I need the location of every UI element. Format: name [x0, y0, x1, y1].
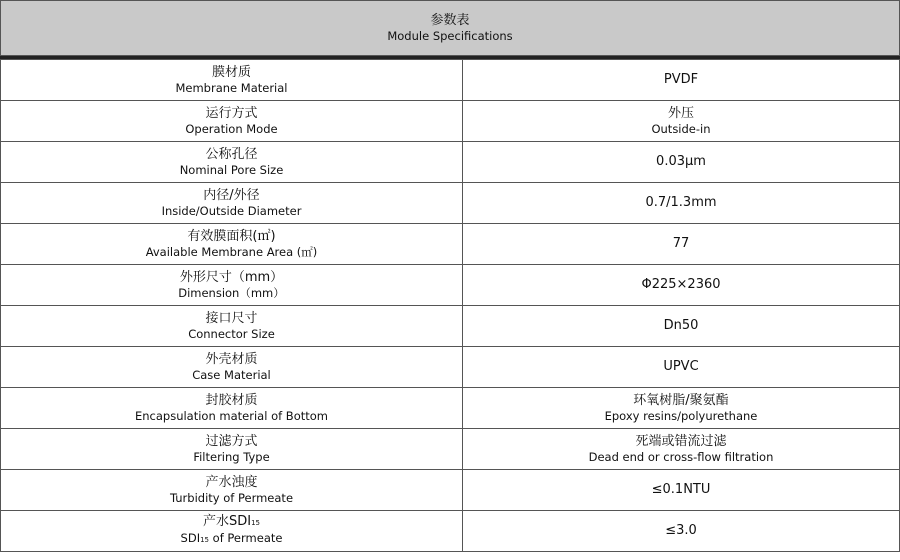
table-row [1, 142, 900, 183]
label-en: Available Membrane Area (㎡) [145, 244, 318, 259]
value: Φ225×2360 [641, 277, 721, 292]
label-zh-main: 产水SDI [202, 514, 252, 529]
value-en: Outside-in [651, 121, 711, 136]
label-cell [1, 511, 463, 552]
label-cell [1, 142, 463, 183]
label-en: Turbidity of Permeate [169, 490, 294, 505]
value-en: Dead end or cross-flow filtration [588, 449, 774, 464]
label-zh: 膜材质 [211, 64, 251, 80]
label-cell [1, 265, 463, 306]
value: 0.03μm [656, 154, 706, 169]
table-row [1, 470, 900, 511]
label-zh: 产水浊度 [205, 474, 258, 490]
label-cell [1, 183, 463, 224]
table-row [1, 224, 900, 265]
label-en: Nominal Pore Size [179, 162, 284, 177]
table-row [1, 265, 900, 306]
label-zh: 公称孔径 [205, 146, 258, 162]
label-cell [1, 306, 463, 347]
label-zh: 过滤方式 [205, 433, 258, 449]
label-cell [1, 347, 463, 388]
table-header [0, 0, 900, 56]
value-cell [463, 429, 900, 470]
value-zh: 环氧树脂/聚氨酯 [633, 392, 729, 408]
label-en: Connector Size [188, 326, 275, 341]
table-row [1, 511, 900, 552]
table-row [1, 101, 900, 142]
value: PVDF [663, 72, 699, 87]
label-en: Membrane Material [175, 80, 288, 95]
value: Dn50 [663, 318, 699, 333]
label-zh: 封胶材质 [205, 392, 258, 408]
value-cell [463, 60, 900, 101]
value-zh: 死端或错流过滤 [635, 433, 727, 449]
label-en-rest: of Permeate [209, 531, 283, 545]
label-zh-subscript: 15 [251, 519, 261, 527]
label-zh: 接口尺寸 [205, 310, 258, 326]
label-cell [1, 60, 463, 101]
label-cell [1, 470, 463, 511]
label-en: Inside/Outside Diameter [161, 203, 302, 218]
table-row [1, 347, 900, 388]
table-row [1, 183, 900, 224]
label-en-subscript: 15 [200, 536, 210, 544]
label-en: Filtering Type [193, 449, 270, 464]
value-en: Epoxy resins/polyurethane [604, 408, 758, 423]
label-en: Operation Mode [185, 121, 278, 136]
label-cell [1, 101, 463, 142]
value-cell [463, 142, 900, 183]
table-row [1, 306, 900, 347]
table-row [1, 388, 900, 429]
label-cell [1, 388, 463, 429]
label-zh: 有效膜面积(㎡) [187, 228, 276, 244]
label-en: Case Material [192, 367, 271, 382]
value-cell [463, 306, 900, 347]
value-cell [463, 224, 900, 265]
label-cell [1, 224, 463, 265]
label-zh: 内径/外径 [203, 187, 260, 203]
value-cell [463, 470, 900, 511]
spec-table [0, 59, 900, 552]
value: ≤3.0 [665, 523, 697, 538]
value-cell [463, 347, 900, 388]
value: 77 [672, 236, 690, 251]
label-en [1, 531, 462, 548]
label-zh: 外壳材质 [205, 351, 258, 367]
label-en: Dimension（mm） [178, 285, 285, 300]
header-title-en: Module Specifications [387, 29, 513, 43]
value-cell [463, 265, 900, 306]
value-cell [463, 183, 900, 224]
label-en-main: SDI [180, 531, 201, 545]
value: UPVC [663, 359, 699, 374]
label-zh: 外形尺寸（mm） [179, 269, 284, 285]
label-zh [1, 514, 462, 531]
label-cell [1, 429, 463, 470]
value: ≤0.1NTU [651, 482, 711, 497]
value-zh: 外压 [667, 105, 694, 121]
header-title-zh: 参数表 [430, 13, 470, 28]
value-cell [463, 388, 900, 429]
table-row [1, 60, 900, 101]
value-cell [463, 511, 900, 552]
table-row [1, 429, 900, 470]
label-zh: 运行方式 [205, 105, 258, 121]
label-en: Encapsulation material of Bottom [134, 408, 328, 423]
value: 0.7/1.3mm [645, 195, 717, 210]
value-cell [463, 101, 900, 142]
